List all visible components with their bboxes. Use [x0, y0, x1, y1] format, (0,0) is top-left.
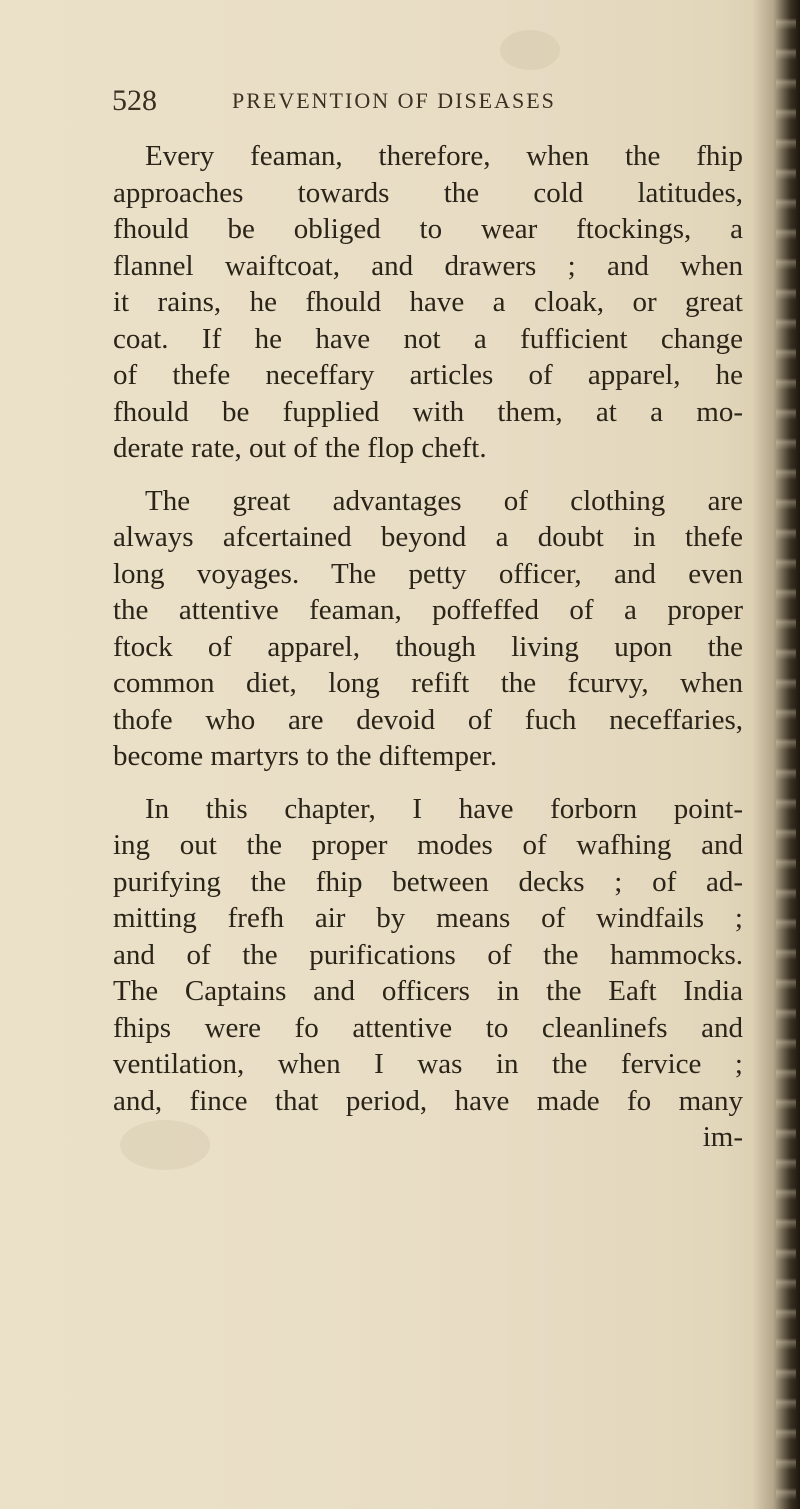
text-line: The great advantages of clothing are: [145, 484, 743, 517]
text-line: mitting frefh air by means of windfails ;: [113, 902, 743, 934]
text-line: purifying the fhip between decks ; of ad-: [113, 865, 743, 898]
text-line: coat. If he have not a fufficient change: [113, 322, 743, 355]
page-number: 528: [112, 84, 157, 117]
text-line: fhould be obliged to wear ftockings, a: [113, 213, 743, 245]
running-head: PREVENTION OF DISEASES: [232, 88, 556, 113]
page-edge-texture: [776, 0, 796, 1509]
text-line: In this chapter, I have forborn point-: [145, 792, 743, 825]
text-line: derate rate, out of the flop cheft.: [113, 432, 487, 464]
text-line: common diet, long refift the fcurvy, when: [113, 667, 743, 699]
text-line: and, fince that period, have made fo many: [113, 1084, 743, 1117]
paper-stain: [500, 30, 560, 70]
catchword: im-: [702, 1121, 743, 1153]
text-line: fhips were fo attentive to cleanlinefs and: [113, 1011, 743, 1044]
page-header: [112, 84, 712, 124]
paragraph-gap: [113, 467, 743, 483]
paragraph-gap: [113, 775, 743, 791]
text-line: flannel waiftcoat, and drawers ; and when: [113, 249, 743, 282]
text-line: it rains, he fhould have a cloak, or great: [113, 286, 743, 318]
body-text: [113, 138, 743, 1156]
text-line: The Captains and officers in the Eaft India: [113, 975, 743, 1007]
text-line: always afcertained beyond a doubt in thefe: [113, 521, 743, 553]
text-line: fhould be fupplied with them, at a mo-: [113, 395, 743, 428]
text-line: and of the purifications of the hammocks.: [113, 938, 743, 971]
text-line: Every feaman, therefore, when the fhip: [145, 140, 743, 172]
text-line: ftock of apparel, though living upon the: [113, 630, 743, 663]
text-line: approaches towards the cold latitudes,: [113, 176, 743, 209]
text-line: become martyrs to the diftemper.: [113, 740, 498, 772]
text-line: the attentive feaman, poffeffed of a proper: [113, 594, 743, 626]
text-line: of thefe neceffary articles of apparel, he: [113, 359, 743, 391]
text-line: thofe who are devoid of fuch neceffaries,: [113, 703, 743, 736]
text-line: long voyages. The petty officer, and even: [113, 557, 743, 590]
text-line: ventilation, when I was in the fervice ;: [113, 1048, 743, 1080]
text-line: ing out the proper modes of wafhing and: [113, 829, 743, 861]
